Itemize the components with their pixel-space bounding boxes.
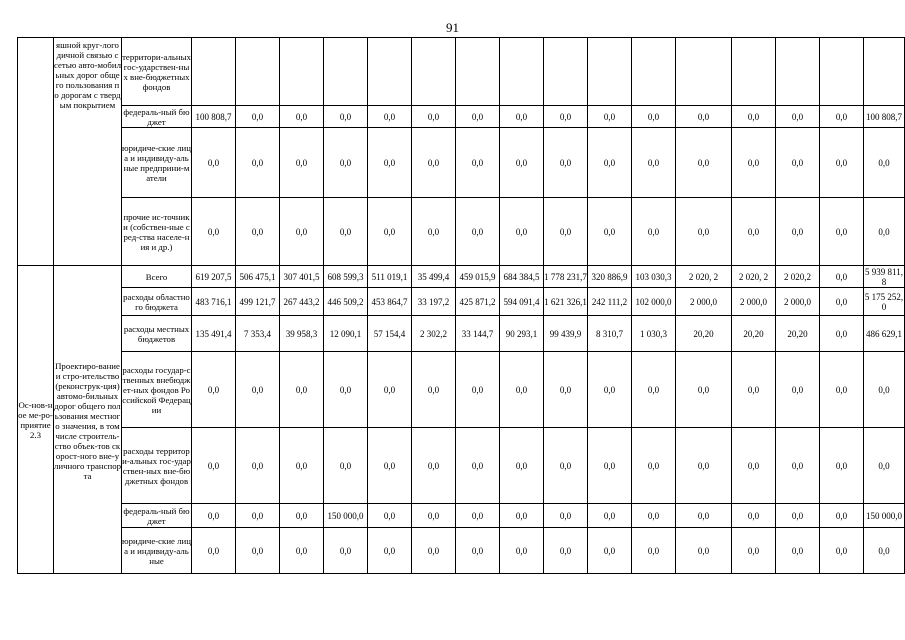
value-cell: 0,0 [236, 504, 280, 528]
value-cell: 425 871,2 [456, 288, 500, 316]
value-cell: 0,0 [324, 198, 368, 266]
value-cell: 0,0 [368, 352, 412, 428]
value-cell: 486 629,1 [864, 316, 905, 352]
value-cell [236, 38, 280, 106]
funding-source: юридиче-ские лица и индивиду-альные [122, 528, 192, 574]
value-cell [632, 38, 676, 106]
value-cell: 0,0 [588, 106, 632, 128]
value-cell: 12 090,1 [324, 316, 368, 352]
value-cell: 90 293,1 [500, 316, 544, 352]
value-cell: 0,0 [588, 504, 632, 528]
value-cell: 2 000,0 [676, 288, 732, 316]
value-cell: 100 808,7 [192, 106, 236, 128]
value-cell: 135 491,4 [192, 316, 236, 352]
value-cell: 0,0 [280, 504, 324, 528]
value-cell: 608 599,3 [324, 266, 368, 288]
value-cell: 0,0 [500, 198, 544, 266]
activity-description: яшной круг-логодичной связью с сетью авто-мобильных дорог общего пользования по дорогам с твердым покрытием [54, 38, 122, 266]
value-cell: 0,0 [236, 528, 280, 574]
value-cell: 0,0 [500, 106, 544, 128]
value-cell: 102 000,0 [632, 288, 676, 316]
value-cell: 0,0 [500, 528, 544, 574]
value-cell: 100 808,7 [864, 106, 905, 128]
value-cell: 99 439,9 [544, 316, 588, 352]
value-cell: 0,0 [192, 504, 236, 528]
value-cell [732, 38, 776, 106]
value-cell: 0,0 [820, 128, 864, 198]
value-cell: 8 310,7 [588, 316, 632, 352]
value-cell: 0,0 [544, 428, 588, 504]
value-cell: 0,0 [324, 106, 368, 128]
value-cell: 0,0 [280, 128, 324, 198]
value-cell [324, 38, 368, 106]
table-row [18, 128, 905, 198]
value-cell: 0,0 [776, 528, 820, 574]
value-cell: 0,0 [368, 528, 412, 574]
funding-source: территори-альных гос-ударствен-ных вне-бюджетных фондов [122, 38, 192, 106]
value-cell: 0,0 [864, 528, 905, 574]
value-cell: 0,0 [820, 266, 864, 288]
value-cell [456, 38, 500, 106]
value-cell: 0,0 [864, 128, 905, 198]
value-cell: 0,0 [732, 128, 776, 198]
value-cell: 0,0 [456, 106, 500, 128]
value-cell [368, 38, 412, 106]
value-cell: 0,0 [368, 504, 412, 528]
value-cell: 0,0 [632, 106, 676, 128]
value-cell: 0,0 [820, 198, 864, 266]
value-cell: 0,0 [732, 106, 776, 128]
value-cell: 0,0 [732, 528, 776, 574]
table-row [18, 428, 905, 504]
value-cell: 0,0 [732, 352, 776, 428]
value-cell: 0,0 [236, 198, 280, 266]
value-cell: 0,0 [820, 504, 864, 528]
value-cell: 0,0 [500, 128, 544, 198]
value-cell: 0,0 [632, 352, 676, 428]
value-cell: 0,0 [776, 106, 820, 128]
value-cell: 0,0 [588, 128, 632, 198]
value-cell: 0,0 [368, 106, 412, 128]
value-cell: 0,0 [192, 128, 236, 198]
value-cell: 499 121,7 [236, 288, 280, 316]
value-cell: 2 000,0 [732, 288, 776, 316]
table-row [18, 38, 905, 106]
value-cell: 0,0 [324, 428, 368, 504]
value-cell: 0,0 [280, 528, 324, 574]
value-cell: 150 000,0 [864, 504, 905, 528]
value-cell: 2 302,2 [412, 316, 456, 352]
value-cell: 0,0 [412, 428, 456, 504]
value-cell: 0,0 [864, 352, 905, 428]
activity-label [18, 38, 54, 266]
value-cell: 0,0 [324, 352, 368, 428]
value-cell: 0,0 [632, 128, 676, 198]
value-cell: 453 864,7 [368, 288, 412, 316]
funding-source: федераль-ный бюджет [123, 505, 190, 526]
value-cell [412, 38, 456, 106]
value-cell [588, 38, 632, 106]
value-cell: 0,0 [776, 428, 820, 504]
value-cell: 0,0 [676, 428, 732, 504]
value-cell: 0,0 [544, 128, 588, 198]
value-cell: 0,0 [456, 198, 500, 266]
funding-source: юридиче-ские лица и индивиду-альные предприни-матели [122, 128, 192, 198]
value-cell: 0,0 [732, 198, 776, 266]
value-cell: 0,0 [820, 528, 864, 574]
value-cell: 594 091,4 [500, 288, 544, 316]
value-cell: 0,0 [192, 528, 236, 574]
value-cell: 0,0 [676, 198, 732, 266]
value-cell: 619 207,5 [192, 266, 236, 288]
value-cell: 39 958,3 [280, 316, 324, 352]
funding-source: Всего [122, 266, 192, 288]
value-cell: 0,0 [280, 428, 324, 504]
value-cell: 684 384,5 [500, 266, 544, 288]
value-cell: 0,0 [776, 128, 820, 198]
value-cell: 459 015,9 [456, 266, 500, 288]
value-cell: 0,0 [676, 106, 732, 128]
value-cell: 0,0 [820, 288, 864, 316]
value-cell: 0,0 [236, 106, 280, 128]
value-cell: 0,0 [412, 528, 456, 574]
value-cell: 150 000,0 [324, 504, 368, 528]
value-cell: 0,0 [864, 428, 905, 504]
value-cell: 0,0 [632, 528, 676, 574]
value-cell: 267 443,2 [280, 288, 324, 316]
value-cell: 0,0 [192, 352, 236, 428]
table-row [18, 288, 905, 316]
value-cell: 0,0 [280, 106, 324, 128]
value-cell: 0,0 [368, 128, 412, 198]
value-cell: 307 401,5 [280, 266, 324, 288]
value-cell: 0,0 [544, 528, 588, 574]
value-cell [280, 38, 324, 106]
table-row [18, 106, 905, 128]
value-cell: 0,0 [280, 352, 324, 428]
value-cell: 0,0 [632, 504, 676, 528]
value-cell: 103 030,3 [632, 266, 676, 288]
value-cell: 483 716,1 [192, 288, 236, 316]
value-cell: 20,20 [676, 316, 732, 352]
value-cell: 5 175 252,0 [864, 288, 905, 316]
value-cell [864, 38, 905, 106]
value-cell: 446 509,2 [324, 288, 368, 316]
value-cell: 0,0 [280, 198, 324, 266]
table-row [18, 266, 905, 288]
value-cell: 0,0 [412, 198, 456, 266]
value-cell: 5 939 811,8 [865, 266, 903, 287]
table-row [18, 352, 905, 428]
value-cell: 33 197,2 [412, 288, 456, 316]
value-cell: 0,0 [368, 428, 412, 504]
funding-source: прочие ис-точники (собствен-ные сред-ства населе-ния и др.) [122, 198, 192, 266]
value-cell: 0,0 [368, 198, 412, 266]
value-cell [676, 38, 732, 106]
value-cell: 0,0 [236, 352, 280, 428]
value-cell: 0,0 [820, 106, 864, 128]
value-cell: 0,0 [500, 504, 544, 528]
value-cell: 0,0 [676, 128, 732, 198]
value-cell: 0,0 [776, 198, 820, 266]
value-cell: 35 499,4 [412, 266, 456, 288]
table-row [18, 528, 905, 574]
value-cell: 1 030,3 [632, 316, 676, 352]
value-cell: 0,0 [588, 198, 632, 266]
value-cell: 0,0 [412, 504, 456, 528]
table-row [18, 504, 905, 528]
value-cell: 20,20 [732, 316, 776, 352]
value-cell: 0,0 [500, 428, 544, 504]
value-cell [776, 38, 820, 106]
value-cell: 0,0 [412, 106, 456, 128]
value-cell [192, 38, 236, 106]
value-cell: 0,0 [544, 198, 588, 266]
value-cell: 7 353,4 [236, 316, 280, 352]
value-cell [500, 38, 544, 106]
value-cell: 242 111,2 [588, 288, 632, 316]
value-cell: 0,0 [544, 106, 588, 128]
value-cell: 0,0 [456, 504, 500, 528]
value-cell: 0,0 [632, 428, 676, 504]
value-cell: 506 475,1 [236, 266, 280, 288]
funding-source: расходы областного бюджета [122, 288, 192, 316]
value-cell: 57 154,4 [368, 316, 412, 352]
value-cell [820, 38, 864, 106]
value-cell: 0,0 [456, 128, 500, 198]
value-cell: 0,0 [776, 352, 820, 428]
value-cell: 0,0 [500, 352, 544, 428]
funding-source: расходы местных бюджетов [122, 316, 192, 352]
value-cell: 0,0 [324, 528, 368, 574]
value-cell: 1 778 231,7 [544, 266, 588, 288]
value-cell: 0,0 [456, 428, 500, 504]
value-cell: 0,0 [864, 198, 905, 266]
value-cell: 0,0 [820, 352, 864, 428]
value-cell: 1 621 326,1 [544, 288, 588, 316]
value-cell: 320 886,9 [588, 266, 632, 288]
value-cell: 0,0 [820, 428, 864, 504]
value-cell: 2 020, 2 [676, 266, 732, 288]
activity-label: Ос-нов-ное ме-ро-приятие 2.3 [18, 266, 54, 574]
funding-source: расходы территори-альных гос-ударствен-ных вне-бюджетных фондов [122, 428, 192, 504]
value-cell: 0,0 [588, 352, 632, 428]
value-cell: 0,0 [676, 352, 732, 428]
value-cell: 33 144,7 [456, 316, 500, 352]
value-cell: 0,0 [732, 428, 776, 504]
value-cell [544, 38, 588, 106]
value-cell: 0,0 [544, 352, 588, 428]
value-cell: 0,0 [192, 428, 236, 504]
table-row [18, 198, 905, 266]
value-cell: 0,0 [456, 352, 500, 428]
value-cell: 0,0 [324, 128, 368, 198]
value-cell: 2 020,2 [776, 266, 820, 288]
value-cell: 0,0 [676, 528, 732, 574]
value-cell: 0,0 [456, 528, 500, 574]
value-cell: 2 000,0 [776, 288, 820, 316]
value-cell: 0,0 [544, 504, 588, 528]
value-cell: 0,0 [588, 428, 632, 504]
value-cell: 0,0 [820, 316, 864, 352]
value-cell: 0,0 [676, 504, 732, 528]
budget-table [17, 37, 905, 574]
activity-description: Проектиро-вание и стро-ительство (реконструк-ция) автомо-бильных дорог общего пользования местного значения, в том числе строитель-ство объек-тов скорост-ного вне-уличного транспорта [54, 266, 122, 574]
value-cell: 2 020, 2 [732, 266, 776, 288]
value-cell: 0,0 [192, 198, 236, 266]
value-cell: 0,0 [776, 504, 820, 528]
value-cell: 0,0 [732, 504, 776, 528]
value-cell: 0,0 [632, 198, 676, 266]
value-cell: 0,0 [588, 528, 632, 574]
value-cell: 0,0 [412, 128, 456, 198]
funding-source: федераль-ный бюджет [123, 106, 190, 127]
funding-source: расходы государ-ственных внебюджет-ных фондов Российской Федерации [122, 352, 192, 428]
value-cell: 0,0 [236, 428, 280, 504]
table-row [18, 316, 905, 352]
value-cell: 0,0 [412, 352, 456, 428]
value-cell: 20,20 [776, 316, 820, 352]
value-cell: 511 019,1 [368, 266, 412, 288]
page-number: 91 [446, 20, 459, 35]
value-cell: 0,0 [236, 128, 280, 198]
